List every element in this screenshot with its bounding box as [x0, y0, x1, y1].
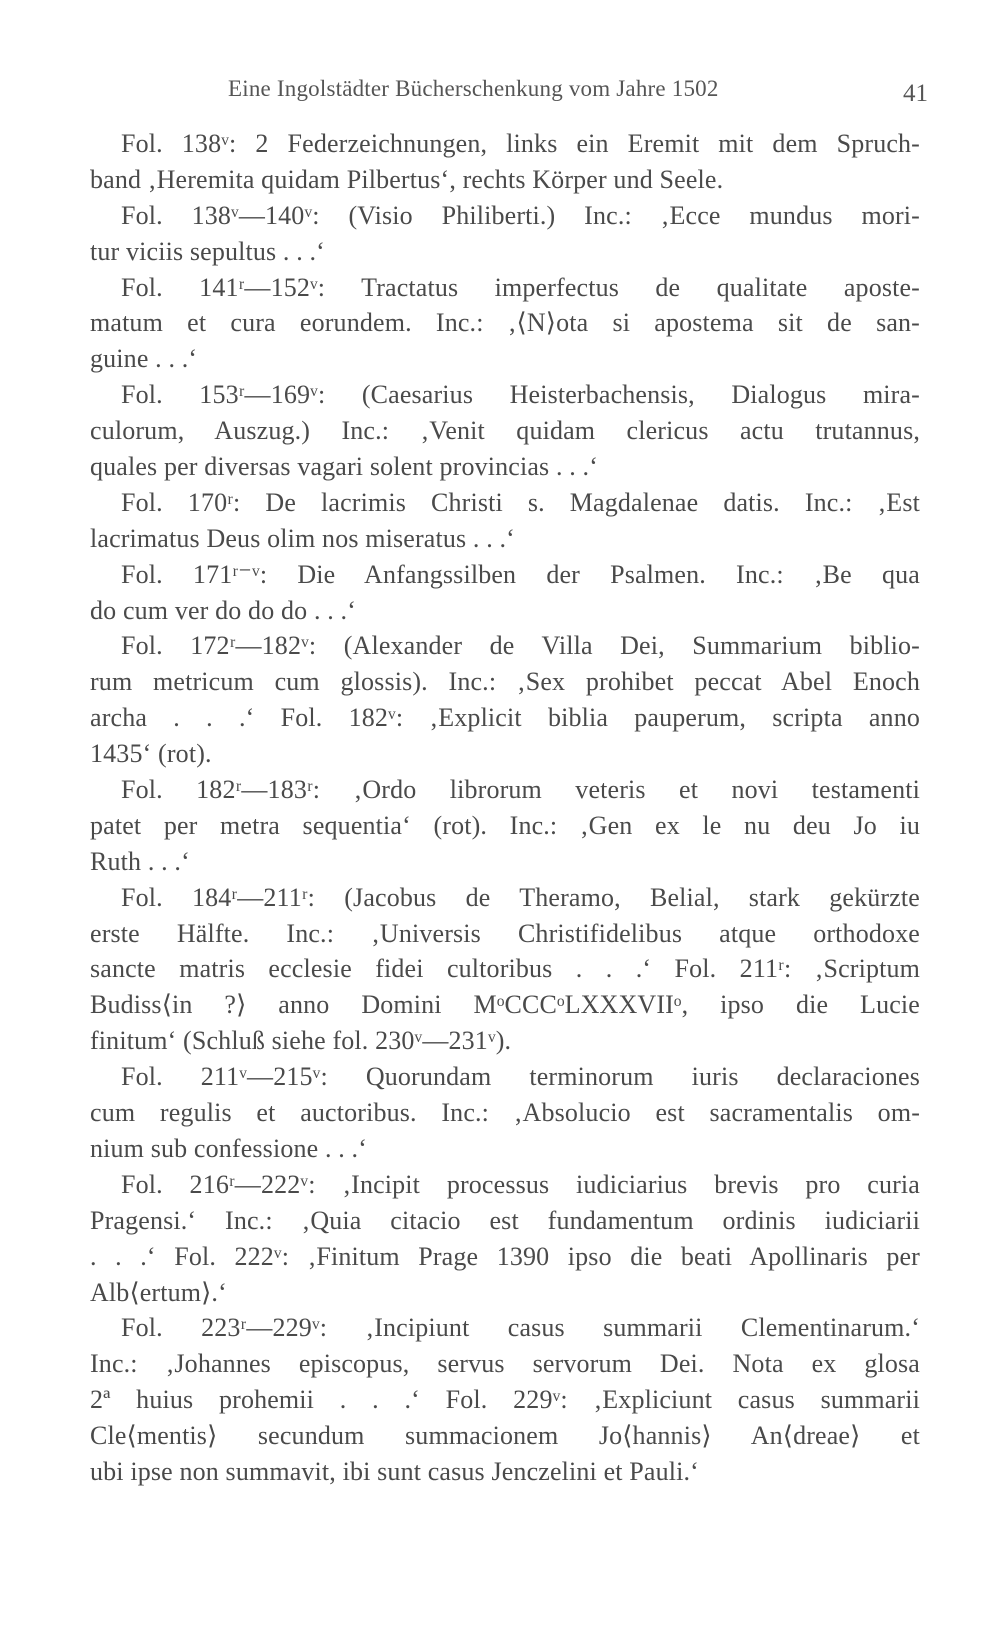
text-line: Fol. 223ʳ—229ᵛ: ‚Incipiunt casus summarii Clementinarum.‘ [121, 1313, 920, 1343]
text-line: erste Hälfte. Inc.: ‚Universis Christifidelibus atque orthodoxe [90, 918, 920, 948]
text-line: lacrimatus Deus olim nos miseratus . . .‘ [90, 523, 515, 553]
text-line: Fol. 171ʳ⁻ᵛ: Die Anfangssilben der Psalmen. Inc.: ‚Be qua [121, 559, 920, 589]
text-line: Fol. 216ʳ—222ᵛ: ‚Incipit processus iudiciarius brevis pro curia [121, 1169, 920, 1199]
text-line: Fol. 153ʳ—169ᵛ: (Caesarius Heisterbachensis, Dialogus mira- [121, 380, 920, 410]
text-line: Budiss⟨in ?⟩ anno Domini MᵒCCCᵒLXXXVIIᵒ, ipso die Lucie [90, 990, 920, 1020]
text-line: quales per diversas vagari solent provincias . . .‘ [90, 452, 598, 482]
text-line: guine . . .‘ [90, 344, 198, 374]
text-line: Fol. 141ʳ—152ᵛ: Tractatus imperfectus de qualitate aposte- [121, 272, 920, 302]
text-line: Fol. 170ʳ: De lacrimis Christi s. Magdalenae datis. Inc.: ‚Est [121, 487, 920, 517]
text-line: Fol. 211ᵛ—215ᵛ: Quorundam terminorum iuris declaraciones [121, 1062, 920, 1092]
text-line: patet per metra sequentia‘ (rot). Inc.: ‚Gen ex le nu deu Jo iu [90, 810, 920, 840]
text-line: do cum ver do do do . . .‘ [90, 595, 357, 625]
text-line: 2ª huius prohemii . . .‘ Fol. 229ᵛ: ‚Expliciunt casus summarii [90, 1385, 920, 1415]
page-number: 41 [903, 80, 928, 107]
text-line: Fol. 138ᵛ: 2 Federzeichnungen, links ein Eremit mit dem Spruch- [121, 129, 920, 158]
text-line: archa . . .‘ Fol. 182ᵛ: ‚Explicit biblia pauperum, scripta anno [90, 703, 920, 733]
text-line: Cle⟨mentis⟩ secundum summacionem Jo⟨hannis⟩ An⟨dreae⟩ et [90, 1421, 920, 1451]
text-line: Pragensi.‘ Inc.: ‚Quia citacio est fundamentum ordinis iudiciarii [90, 1205, 920, 1235]
body-text [90, 126, 920, 1490]
text-line: band ‚Heremita quidam Pilbertus‘, rechts Körper und Seele. [90, 164, 724, 194]
text-line: Ruth . . .‘ [90, 846, 190, 876]
text-line: cum regulis et auctoribus. Inc.: ‚Absolucio est sacramentalis om- [90, 1098, 920, 1128]
text-line: nium sub confessione . . .‘ [90, 1133, 368, 1163]
running-head [90, 76, 928, 112]
text-line: . . .‘ Fol. 222ᵛ: ‚Finitum Prage 1390 ipso die beati Apollinaris per [90, 1241, 920, 1271]
text-line: matum et cura eorundem. Inc.: ‚⟨N⟩ota si apostema sit de san- [90, 308, 920, 338]
text-line: Fol. 138ᵛ—140ᵛ: (Visio Philiberti.) Inc.: ‚Ecce mundus mori- [121, 200, 920, 230]
text-line: ubi ipse non summavit, ibi sunt casus Jenczelini et Pauli.‘ [90, 1456, 699, 1486]
text-line: tur viciis sepultus . . .‘ [90, 236, 325, 266]
text-line: culorum, Auszug.) Inc.: ‚Venit quidam clericus actu trutannus, [90, 416, 920, 446]
text-line: Alb⟨ertum⟩.‘ [90, 1277, 227, 1307]
text-line: 1435‘ (rot). [90, 739, 212, 769]
text-line: Fol. 172ʳ—182ᵛ: (Alexander de Villa Dei, Summarium biblio- [121, 631, 920, 661]
text-line: Fol. 184ʳ—211ʳ: (Jacobus de Theramo, Belial, stark gekürzte [121, 882, 920, 912]
text-line: sancte matris ecclesie fidei cultoribus . . .‘ Fol. 211ʳ: ‚Scriptum [90, 954, 920, 984]
text-line: Fol. 182ʳ—183ʳ: ‚Ordo librorum veteris et novi testamenti [121, 775, 920, 805]
text-line: Inc.: ‚Johannes episcopus, servus servorum Dei. Nota ex glosa [90, 1349, 920, 1379]
running-title: Eine Ingolstädter Bücherschenkung vom Jahre 1502 [228, 76, 719, 101]
text-line: finitum‘ (Schluß siehe fol. 230ᵛ—231ᵛ). [90, 1026, 512, 1056]
text-line: rum metricum cum glossis). Inc.: ‚Sex prohibet peccat Abel Enoch [90, 667, 920, 697]
